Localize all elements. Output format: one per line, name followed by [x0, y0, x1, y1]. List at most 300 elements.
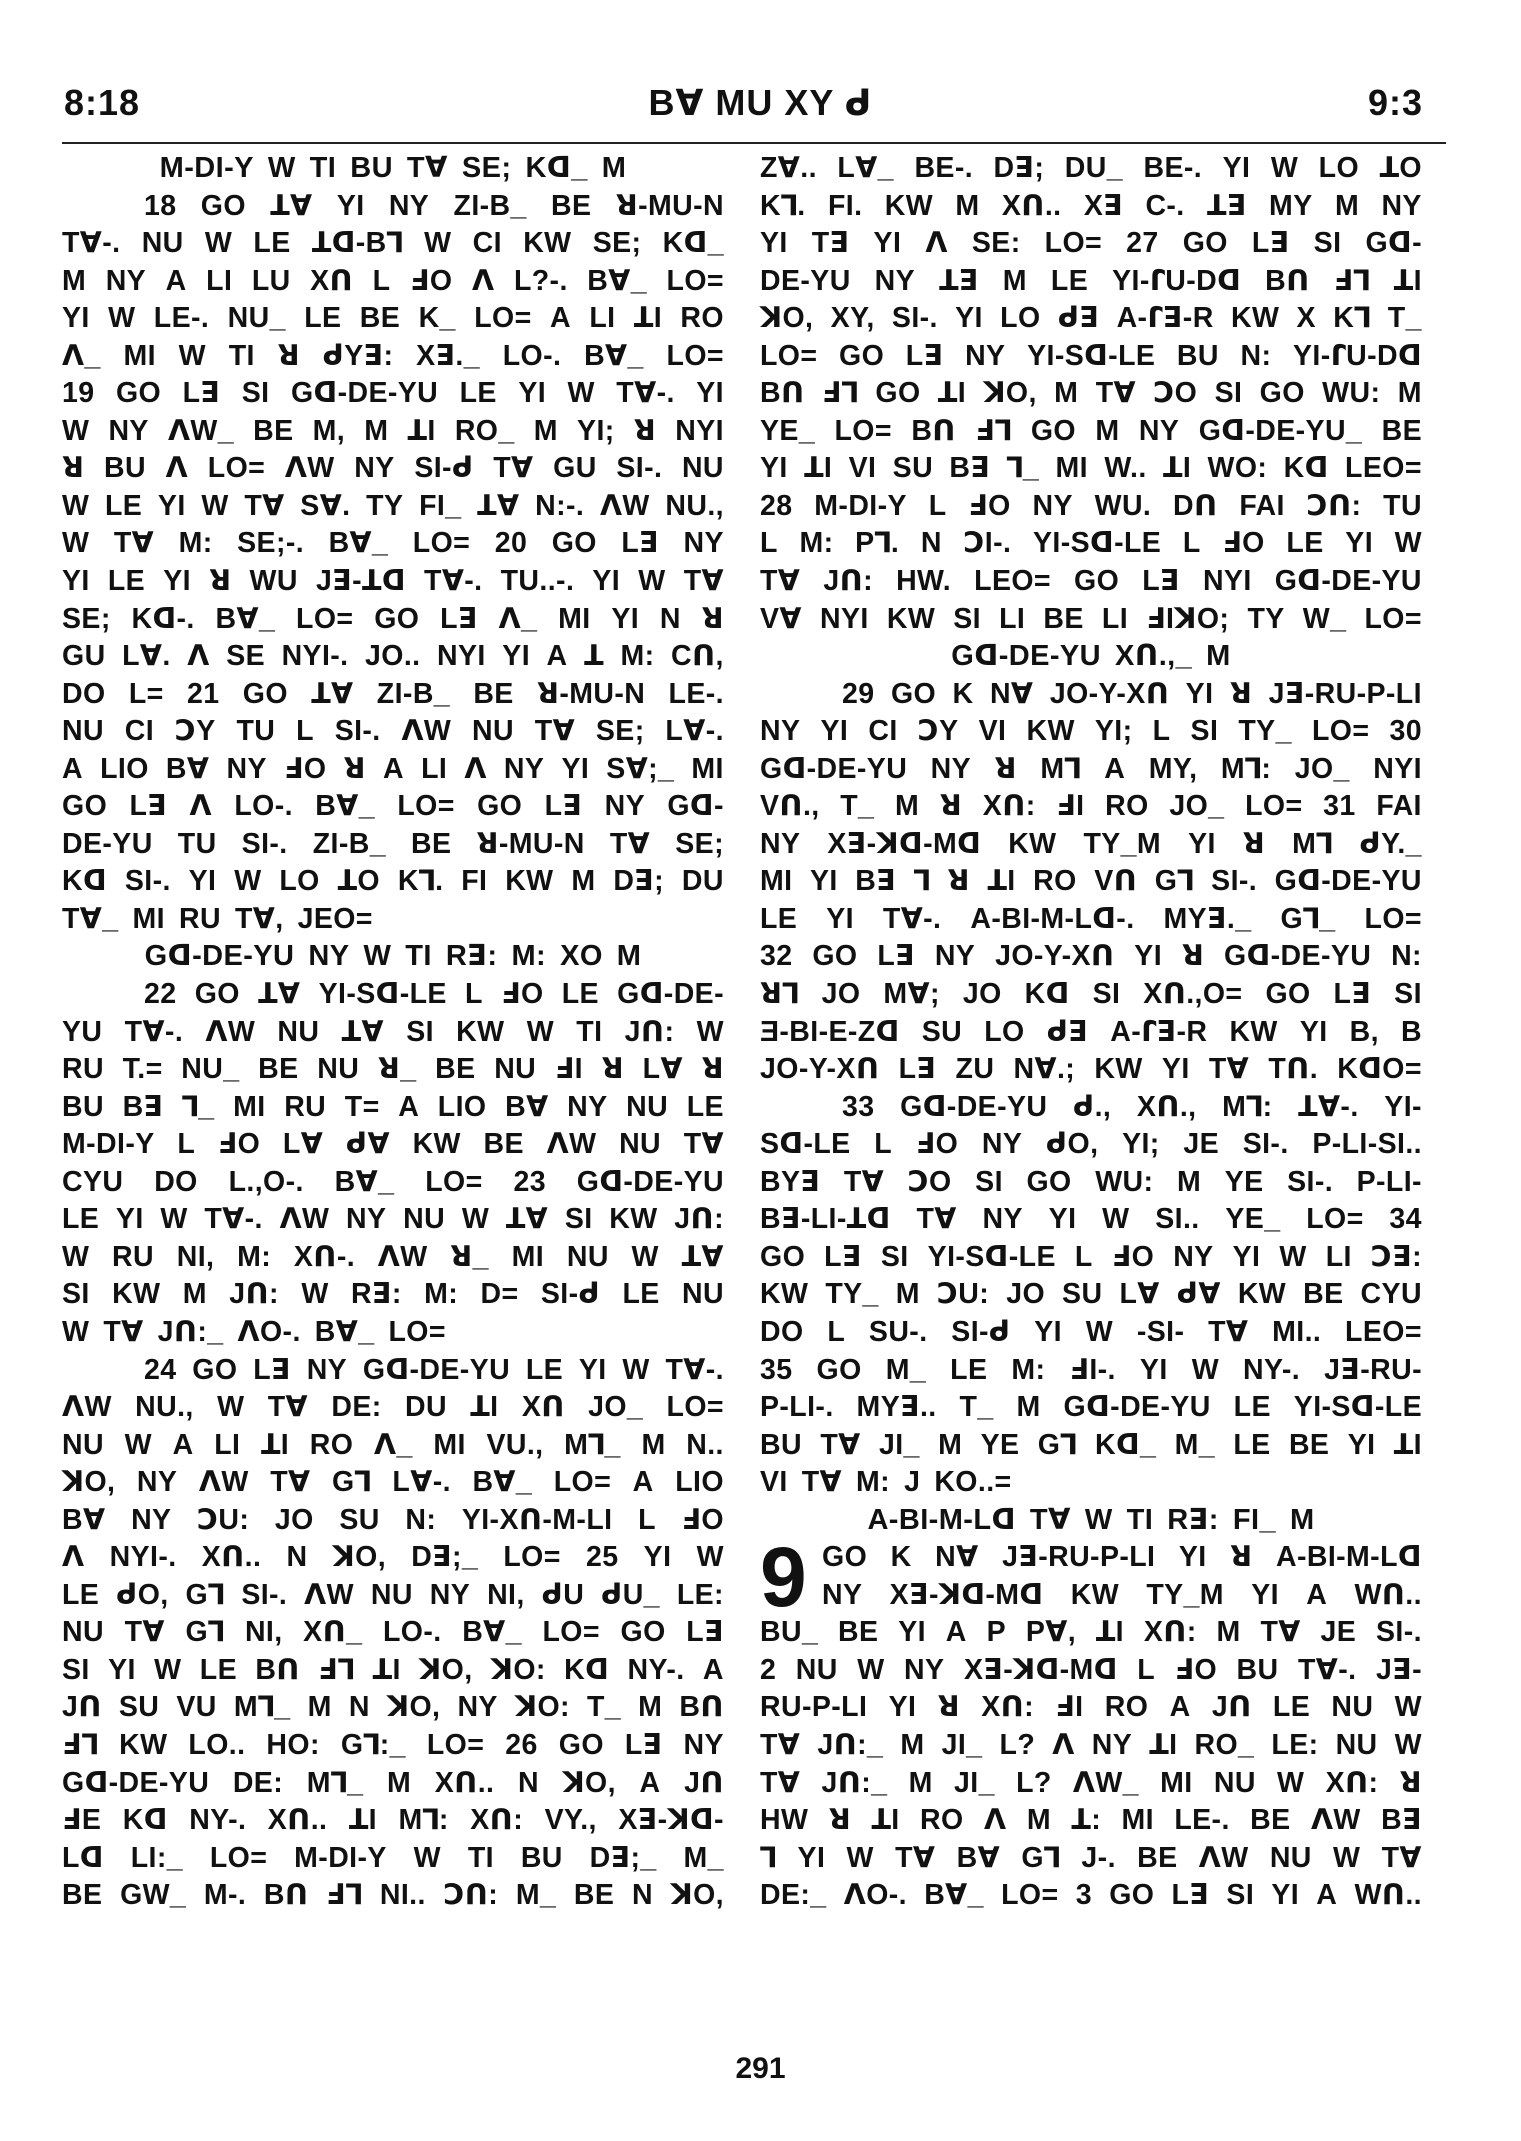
- word: YI-Sꓷ-LE: [1293, 1391, 1422, 1424]
- word: LO: [984, 1015, 1025, 1048]
- word: Tꓯ: [1095, 377, 1136, 410]
- word: LE: [62, 1578, 100, 1611]
- word: N: [920, 527, 942, 560]
- word: ꓥW: [401, 715, 452, 748]
- word: TY: [366, 489, 404, 522]
- word: VI: [848, 452, 877, 485]
- word: SI: [1394, 978, 1422, 1011]
- word: NY-.: [627, 1653, 685, 1686]
- word: M:: [237, 1240, 272, 1273]
- word: Gꓶ: [1037, 1428, 1077, 1461]
- text-line: [62, 1314, 724, 1352]
- word: Nꓯ.;: [1013, 1053, 1076, 1086]
- word: SI-.: [1211, 865, 1258, 898]
- word: ꓕI: [1163, 452, 1192, 485]
- word: ꓞO: [283, 752, 327, 785]
- word: BE: [838, 1616, 879, 1649]
- word: ꓥ: [983, 1804, 1007, 1837]
- word: GO: [890, 677, 937, 710]
- word: LE: [253, 227, 291, 260]
- word: ꓥ: [471, 264, 495, 297]
- word: Jꓵ: [62, 1691, 102, 1724]
- word: ꓞꓶ: [975, 414, 1012, 447]
- word: GO: [1109, 1879, 1155, 1912]
- word: 30: [1389, 715, 1422, 748]
- word: LIO: [675, 1466, 724, 1499]
- word: GO: [822, 1541, 868, 1574]
- word: NY: [354, 452, 395, 485]
- chapter-line-1: [760, 1539, 1422, 1577]
- word: A: [632, 1466, 654, 1499]
- word: L: [296, 715, 314, 748]
- right-column-top: [760, 150, 1422, 1539]
- word: YI: [1134, 940, 1163, 973]
- word: YI-ꓩU-Dꓷ: [1292, 339, 1422, 372]
- word: Kꓷ_: [525, 152, 588, 184]
- word: A-BI-M-Lꓷ-.: [970, 902, 1135, 935]
- text-line: [62, 1464, 724, 1502]
- word: YI-Sꓷ-LE: [1032, 527, 1162, 560]
- text-line: [760, 901, 1422, 939]
- text-line: [62, 1352, 724, 1390]
- word: L: [1074, 1240, 1093, 1273]
- word: TY: [1247, 602, 1285, 635]
- word: NYI: [437, 640, 486, 673]
- word: SU: [892, 452, 934, 485]
- right-column: [760, 150, 1422, 1915]
- word: KW: [1230, 302, 1280, 335]
- word: M_: [885, 1353, 927, 1386]
- word: YE: [980, 1428, 1020, 1461]
- word: ꓤ: [701, 602, 724, 635]
- word: NU: [494, 1053, 537, 1086]
- word: YI: [518, 377, 547, 410]
- word: SI: [241, 377, 270, 410]
- word: Rꓱ:: [1167, 1503, 1219, 1536]
- word: M: [364, 414, 389, 447]
- word: MI: [123, 339, 156, 372]
- word: Kꓶ.: [760, 189, 806, 222]
- word: W: [622, 1353, 650, 1386]
- word: ꓞO: [681, 1503, 724, 1536]
- word: KW: [119, 1728, 168, 1761]
- word: YI: [826, 902, 854, 935]
- word: SE;-.: [237, 527, 305, 560]
- word: C-.: [1145, 189, 1185, 222]
- text-line: [760, 563, 1422, 601]
- word: Lꓱ: [624, 1728, 663, 1761]
- word: ꓕꓯ: [477, 489, 520, 522]
- word: Lꓯ_: [837, 152, 894, 184]
- word: LE: [459, 377, 497, 410]
- word: LO-.: [234, 790, 293, 823]
- word: MY: [1269, 189, 1313, 222]
- word: NU.,: [665, 489, 724, 522]
- word: YI: [898, 1616, 926, 1649]
- word: Jꓱ-RU-: [1324, 1353, 1422, 1386]
- word: NYI-.: [281, 640, 349, 673]
- word: NY: [457, 1691, 498, 1724]
- word: SI-.: [1287, 1165, 1334, 1198]
- word: YI: [1048, 1203, 1077, 1236]
- word: Tꓯ: [267, 1391, 308, 1424]
- word: Tꓯ: [843, 1165, 885, 1198]
- word: VI: [760, 1466, 788, 1499]
- word: W: [846, 1841, 874, 1874]
- word: GO: [115, 377, 162, 410]
- word: ꓕꓯ: [258, 978, 301, 1011]
- word: A: [1316, 1879, 1338, 1912]
- word: LO=: [760, 339, 818, 372]
- text-line: [760, 1652, 1422, 1690]
- word: K_: [418, 302, 456, 335]
- word: NY: [874, 264, 916, 297]
- word: ꓘO:: [490, 1653, 546, 1686]
- text-line: [62, 563, 724, 601]
- word: JI_: [954, 1766, 995, 1799]
- word: ꓥ_: [498, 602, 538, 635]
- text-line: [760, 863, 1422, 901]
- word: Ǝ-BI-E-Zꓷ: [760, 1015, 900, 1048]
- word: L: [1182, 527, 1201, 560]
- word: Bꓯ: [165, 752, 210, 785]
- word: N:-.: [535, 489, 585, 522]
- word: JO_: [1169, 790, 1225, 823]
- word: LO=: [474, 302, 532, 335]
- word: W: [62, 1240, 90, 1273]
- word: ꓤ: [701, 1053, 724, 1086]
- word: ᑯO,: [1045, 1128, 1099, 1161]
- text-line: [760, 826, 1422, 864]
- word: DO: [760, 1315, 804, 1348]
- word: Bꓵ: [760, 377, 805, 410]
- word: P-LI-: [1356, 1165, 1422, 1198]
- word: Tꓯ: [534, 715, 576, 748]
- word: Gꓷ-DE-YU: [290, 377, 439, 410]
- word: LI: [1325, 1240, 1352, 1273]
- word: RO: [1105, 790, 1149, 823]
- text-line: [62, 1239, 724, 1277]
- word: JI_: [941, 1728, 983, 1761]
- word: ꓞE: [62, 1804, 102, 1837]
- text-line: [760, 375, 1422, 413]
- word: SI-.: [1376, 1616, 1422, 1649]
- word: ꓥ: [925, 227, 948, 260]
- word: BE: [1137, 1841, 1178, 1874]
- word: M: [307, 1691, 332, 1724]
- word: ꓞO: [1222, 527, 1265, 560]
- word: ꓥW: [198, 1466, 249, 1499]
- word: MI: [558, 602, 591, 635]
- word: ꓕꓯ: [311, 677, 354, 710]
- word: LO: [1318, 152, 1360, 184]
- word: ꓞI: [554, 1053, 583, 1086]
- word: W: [857, 1653, 885, 1686]
- word: A: [1169, 1691, 1191, 1724]
- word: Gꓷ-DE-YU: [144, 940, 295, 973]
- word: SI-.: [334, 715, 381, 748]
- word: YI;: [1122, 1128, 1160, 1161]
- word: M: [908, 1766, 933, 1799]
- word: W: [62, 489, 90, 522]
- word: LO=: [553, 1466, 612, 1499]
- word: ꓤ: [1181, 940, 1205, 973]
- word: Xꓵ..: [434, 1766, 495, 1799]
- word: YI: [888, 1691, 917, 1724]
- word: ꓕꓯ: [681, 1240, 724, 1273]
- word: YI: [955, 302, 983, 335]
- word: LO=: [412, 527, 471, 560]
- word: Kꓷ_: [662, 227, 724, 260]
- word: ꓛI-.: [963, 527, 1012, 560]
- word: Tꓯ: [683, 1128, 724, 1161]
- word: Gꓷ-DE-YU: [62, 1766, 210, 1799]
- word: N: [517, 1766, 539, 1799]
- word: YE_: [1225, 1203, 1281, 1236]
- word: 23: [513, 1165, 546, 1198]
- word: N..: [686, 1428, 724, 1461]
- word: ꓞO: [501, 978, 544, 1011]
- word: ᑯO,: [116, 1578, 169, 1611]
- word: TI: [467, 1841, 494, 1874]
- word: Jꓵ:_: [817, 1728, 884, 1761]
- word: L: [928, 489, 947, 522]
- word: LO=: [426, 1728, 485, 1761]
- word: VU.,: [486, 1428, 544, 1461]
- word: NU: [1331, 1691, 1374, 1724]
- word: Xꓵ:: [1325, 1766, 1379, 1799]
- word: ꓥW: [304, 1578, 354, 1611]
- word: NU: [62, 1428, 104, 1461]
- text-line: [62, 1727, 724, 1765]
- word: W: [1394, 527, 1422, 560]
- word: ꓤ: [633, 414, 657, 447]
- word: Vꓵ: [1094, 865, 1138, 898]
- word: M: [1206, 640, 1231, 673]
- word: JO_: [588, 1391, 644, 1424]
- word: YI: [1347, 1428, 1376, 1461]
- word: LO=: [209, 1841, 268, 1874]
- word: NU: [566, 1240, 609, 1273]
- word: ꓕI: [1393, 264, 1422, 297]
- text-line: [62, 225, 724, 263]
- word: NY: [1091, 1728, 1133, 1761]
- word: ꓕꓯ-.: [1298, 1090, 1359, 1123]
- word: NU: [277, 1015, 320, 1048]
- word: Gꓷ-DE-YU: [1224, 940, 1372, 973]
- word: Xꓵ:: [981, 1691, 1035, 1724]
- word: BE: [473, 677, 514, 710]
- word: ꓥW: [1198, 1841, 1249, 1874]
- word: M-DI-Y: [814, 489, 907, 522]
- word: NY: [1138, 414, 1180, 447]
- word: SE;: [595, 715, 645, 748]
- word: -SI-: [1136, 1315, 1185, 1348]
- word: Xꓵ_: [303, 1616, 363, 1649]
- word: 2: [760, 1653, 777, 1686]
- word: ꓤ: [1242, 827, 1266, 860]
- word: D=: [480, 1278, 519, 1311]
- word: M: [387, 1766, 412, 1799]
- word: ꓤ: [994, 752, 1017, 785]
- word: N: [659, 602, 681, 635]
- word: A: [945, 1616, 967, 1649]
- word: NU: [317, 1053, 360, 1086]
- word: Gꓶ: [1154, 865, 1194, 898]
- word: Lꓱ: [129, 790, 168, 823]
- word: NY: [934, 940, 976, 973]
- word: JO-Y-Xꓵ: [760, 1053, 880, 1086]
- word: SI..: [1155, 1203, 1200, 1236]
- word: CI: [868, 715, 898, 748]
- word: L: [638, 1503, 656, 1536]
- word: YI: [1271, 1879, 1300, 1912]
- word: N: [631, 1879, 653, 1912]
- word: NI,: [244, 1616, 283, 1649]
- word: W: [62, 527, 90, 560]
- word: W: [461, 1203, 490, 1236]
- word: NU: [403, 1203, 446, 1236]
- word: VY.,: [544, 1804, 597, 1837]
- word: LO-.: [382, 1616, 442, 1649]
- text-line: [62, 1689, 724, 1727]
- word: NU: [619, 1128, 662, 1161]
- word: ꓥW: [284, 452, 335, 485]
- word: SU: [1062, 1278, 1103, 1311]
- word: Jꓵ:: [229, 1278, 279, 1311]
- word: A: [702, 1653, 724, 1686]
- word: ꓘO,: [62, 1466, 116, 1499]
- word: RU: [284, 1090, 327, 1123]
- word: YI-ꓩU-Dꓷ: [1112, 264, 1242, 297]
- word: YI: [643, 1541, 672, 1574]
- word: Mꓯ;: [883, 978, 940, 1011]
- word: TY_M: [1083, 827, 1162, 860]
- text-line: [760, 1877, 1422, 1915]
- text-line: [62, 1877, 724, 1915]
- word: TI: [309, 152, 337, 184]
- word: VI: [978, 715, 1007, 748]
- word: ꓥW_: [1072, 1766, 1139, 1799]
- word: ꓞO: [1111, 1240, 1155, 1273]
- word: GO: [242, 677, 288, 710]
- word: A: [165, 264, 187, 297]
- word: YI: [611, 602, 640, 635]
- word: Tꓯ: [124, 1616, 165, 1649]
- word: Tꓯ: [916, 1203, 957, 1236]
- word: W: [1394, 1691, 1422, 1724]
- word: BE: [258, 1053, 299, 1086]
- text-line: [62, 1427, 724, 1465]
- word: M:: [511, 940, 547, 973]
- word: KW: [1229, 1015, 1278, 1048]
- word: SE;: [62, 602, 111, 635]
- word: YI: [1161, 1053, 1190, 1086]
- word: ZI-B_: [376, 677, 451, 710]
- word: Tꓯ,: [234, 902, 284, 935]
- text-line: [62, 1126, 724, 1164]
- word: L.,O-.: [228, 1165, 304, 1198]
- word: W: [201, 489, 229, 522]
- word: Lꓯ-.: [665, 715, 724, 748]
- word: M,: [312, 414, 346, 447]
- word: HW.: [896, 565, 952, 598]
- word: ᑯꓱ: [1046, 1015, 1089, 1048]
- text-line: [62, 1164, 724, 1202]
- word: Tꓯ: [895, 1841, 936, 1874]
- word: BE: [1043, 602, 1084, 635]
- text-line: [62, 413, 724, 451]
- word: LI:_: [130, 1841, 184, 1874]
- word: LO=: [1364, 602, 1422, 635]
- word: Gꓷ-: [1365, 227, 1422, 260]
- word: YI: [188, 865, 217, 898]
- word: MI: [691, 752, 724, 785]
- word: SU-.: [868, 1315, 928, 1348]
- word: LE-.: [1174, 1804, 1230, 1837]
- word: ꓤ-MU-N: [615, 189, 724, 222]
- word: ꓕ: [584, 640, 604, 673]
- word: Dꓱ;: [613, 865, 665, 898]
- word: W: [1277, 1766, 1305, 1799]
- text-line: [760, 1201, 1422, 1239]
- word: ꓥW: [377, 1240, 428, 1273]
- word: KW: [1026, 715, 1075, 748]
- word: ꓤ: [1399, 1766, 1422, 1799]
- word: SI-ᑯ: [540, 1278, 601, 1311]
- word: Bꓵ: [679, 1691, 724, 1724]
- text-line: [760, 1614, 1422, 1652]
- word: ꓕI: [1393, 1428, 1422, 1461]
- word: ꓥW_: [167, 414, 234, 447]
- word: RO: [1033, 865, 1077, 898]
- word: ꓘO,: [760, 302, 814, 335]
- word: YI: [62, 565, 90, 598]
- word: KO..=: [934, 1466, 1012, 1499]
- word: A: [383, 752, 404, 785]
- word: ꓕI: [372, 1653, 401, 1686]
- word: ꓥ_: [62, 339, 101, 372]
- word: Bꓯ_: [472, 1466, 533, 1499]
- text-line: [62, 1014, 724, 1052]
- word: NU: [472, 715, 514, 748]
- word: Zꓯ..: [760, 152, 817, 184]
- word: W: [204, 227, 233, 260]
- word: ꓥ: [187, 640, 210, 673]
- text-line: [62, 1802, 724, 1840]
- word: Mꓶ: [1040, 752, 1081, 785]
- word: Bꓱ-LI-ꓕꓷ: [760, 1203, 891, 1236]
- word: ꓕꓷ-Bꓶ: [311, 227, 403, 260]
- word: LO=: [388, 1315, 446, 1348]
- word: 27: [1126, 227, 1159, 260]
- word: Bꓱ: [949, 452, 991, 485]
- text-line: [760, 413, 1422, 451]
- word: TY_: [825, 1278, 879, 1311]
- word: LE: [304, 302, 342, 335]
- word: MI: [433, 1428, 466, 1461]
- text-line: [62, 1201, 724, 1239]
- word: ꓤ: [1230, 1541, 1253, 1574]
- word: LE: [199, 1653, 237, 1686]
- word: SI-ᑯ: [951, 1315, 1011, 1348]
- word: JO-Y-Xꓵ: [1049, 677, 1170, 710]
- word: NY: [982, 1203, 1023, 1236]
- word: ꓕI: [1149, 1728, 1178, 1761]
- header-right-reference: 9:3: [1367, 82, 1423, 123]
- word: Tꓯ: [1208, 1315, 1249, 1348]
- word: ꓕI: [407, 414, 436, 447]
